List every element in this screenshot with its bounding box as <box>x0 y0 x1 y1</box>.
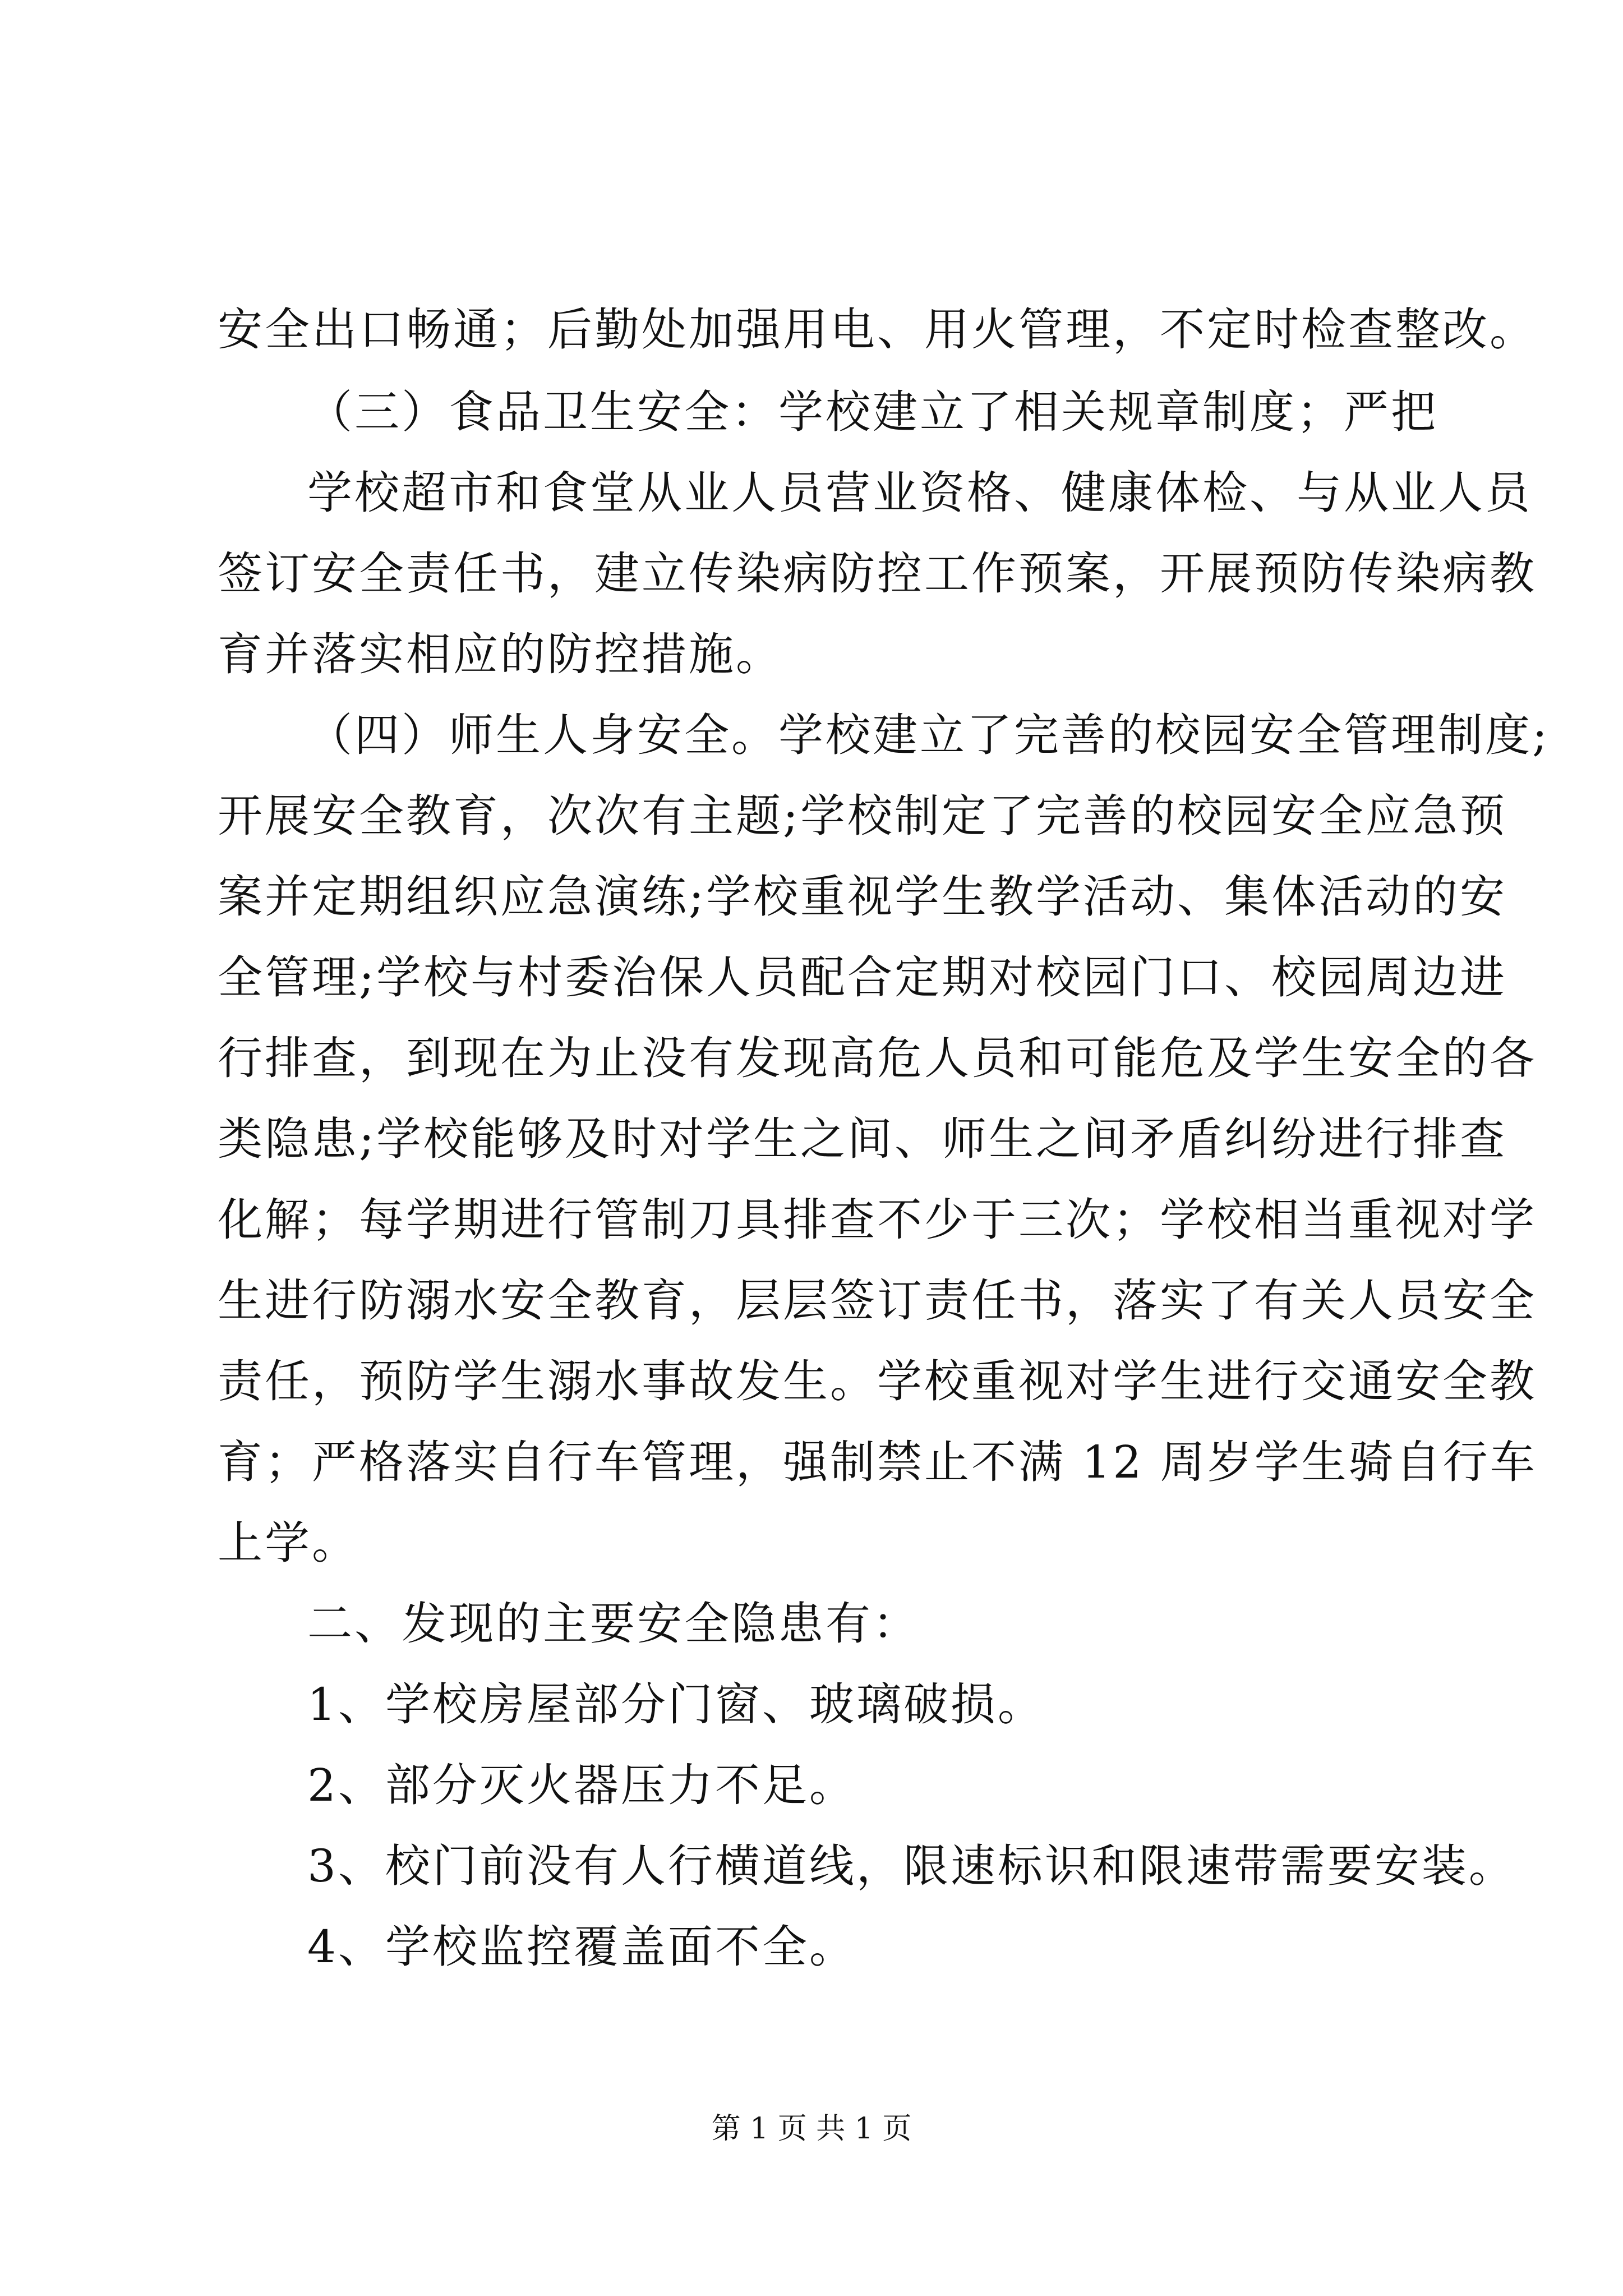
body-line: 育并落实相应的防控措施。 <box>218 628 783 680</box>
list-item: 1、学校房屋部分门窗、玻璃破损。 <box>307 1678 1045 1731</box>
section-2-heading: 二、发现的主要安全隐患有： <box>307 1598 920 1650</box>
body-line: 类隐患;学校能够及时对学生之间、师生之间矛盾纠纷进行排查 <box>218 1113 1507 1165</box>
body-line: 行排查，到现在为止没有发现高危人员和可能危及学生安全的各 <box>218 1032 1537 1084</box>
list-item: 3、校门前没有人行横道线，限速标识和限速带需要安装。 <box>307 1840 1516 1892</box>
body-line: 案并定期组织应急演练;学校重视学生教学活动、集体活动的安 <box>218 871 1507 923</box>
body-line: 安全出口畅通；后勤处加强用电、用火管理，不定时检查整改。 <box>218 303 1537 356</box>
page-footer: 第 1 页 共 1 页 <box>711 2112 912 2146</box>
body-line: 签订安全责任书，建立传染病防控工作预案，开展预防传染病教 <box>218 547 1537 600</box>
body-line: 上学。 <box>218 1517 359 1569</box>
body-line: 化解；每学期进行管制刀具排查不少于三次；学校相当重视对学 <box>218 1194 1537 1246</box>
body-line: 责任，预防学生溺水事故发生。学校重视对学生进行交通安全教 <box>218 1355 1537 1407</box>
body-line: 开展安全教育，次次有主题;学校制定了完善的校园安全应急预 <box>218 790 1507 842</box>
section-4-heading: （四）师生人身安全。学校建立了完善的校园安全管理制度; <box>307 709 1550 761</box>
body-line: 生进行防溺水安全教育，层层签订责任书，落实了有关人员安全 <box>218 1274 1537 1327</box>
list-item: 4、学校监控覆盖面不全。 <box>307 1921 856 1973</box>
body-line: 学校超市和食堂从业人员营业资格、健康体检、与从业人员 <box>307 467 1532 519</box>
body-line: 育；严格落实自行车管理，强制禁止不满 12 周岁学生骑自行车 <box>218 1436 1537 1488</box>
body-line: 全管理;学校与村委治保人员配合定期对校园门口、校园周边进 <box>218 951 1507 1004</box>
section-3-heading: （三）食品卫生安全：学校建立了相关规章制度；严把 <box>307 386 1438 438</box>
list-item: 2、部分灭火器压力不足。 <box>307 1759 856 1811</box>
